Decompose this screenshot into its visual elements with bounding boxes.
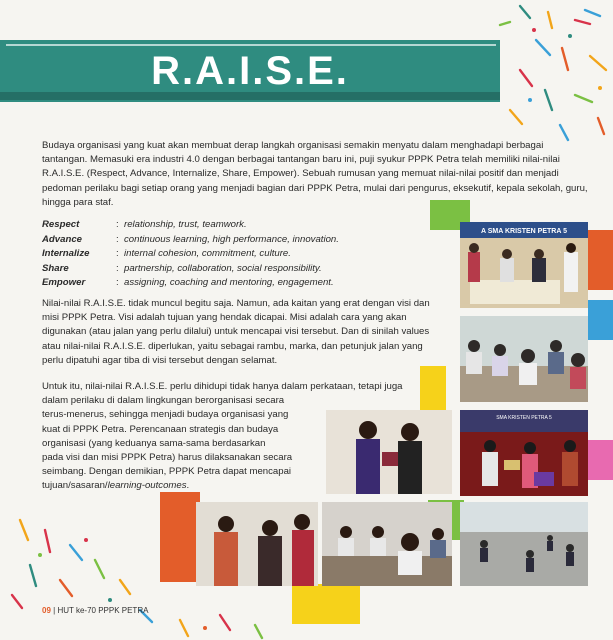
paragraph-line: terus-menerus, sehingga menjadi budaya organisasi yang bbox=[42, 409, 289, 421]
value-description: partnership, collaboration, social responsibility. bbox=[124, 262, 322, 274]
frame-orange-right bbox=[588, 230, 613, 290]
value-separator: : bbox=[116, 248, 119, 260]
value-term: Empower bbox=[42, 277, 86, 289]
photo-caption-text: SMA KRISTEN PETRA 5 bbox=[496, 415, 552, 421]
value-description: assigning, coaching and mentoring, engagement. bbox=[124, 277, 334, 289]
value-term: Internalize bbox=[42, 248, 90, 260]
value-row-share bbox=[42, 262, 442, 277]
paragraph-line: kuat di PPPK Petra. Perencanaan strategis dan budaya bbox=[42, 423, 279, 435]
value-separator: : bbox=[116, 262, 119, 274]
value-separator: : bbox=[116, 277, 119, 289]
paragraph-line: seimbang. Dengan demikian, PPPK Petra dapat mencapai bbox=[42, 466, 292, 478]
value-description: relationship, trust, teamwork. bbox=[124, 219, 247, 230]
photo-award-presentation bbox=[326, 410, 452, 494]
frame-orange-left bbox=[160, 492, 200, 582]
value-term: Share bbox=[42, 262, 69, 274]
paragraph-line: organisasi (yang keduanya sama-sama berdasarkan bbox=[42, 437, 266, 449]
value-separator: : bbox=[116, 219, 119, 230]
paragraph-line: Untuk itu, nilai-nilai R.A.I.S.E. perlu dihidupi tidak hanya dalam perkataan, tetapi juga bbox=[42, 381, 403, 392]
page-number: 09 bbox=[42, 606, 51, 615]
footer-label: HUT ke-70 PPPK PETRA bbox=[57, 606, 149, 615]
frame-pink bbox=[586, 440, 613, 480]
page-footer bbox=[42, 606, 148, 615]
footer-divider: | bbox=[50, 606, 58, 615]
photo-exam-room bbox=[322, 502, 452, 586]
photo-stage-handover bbox=[460, 410, 588, 496]
value-row-empower bbox=[42, 276, 442, 291]
last-line-italic: learning-outcomes bbox=[107, 480, 187, 492]
last-line-end: . bbox=[186, 480, 190, 492]
photo-banner-text: A SMA KRISTEN PETRA 5 bbox=[481, 228, 567, 235]
photo-outdoor-yard bbox=[460, 502, 588, 586]
last-line-text: tujuan/sasaran/ bbox=[42, 480, 108, 492]
frame-blue bbox=[588, 300, 613, 340]
page-title: R.A.I.S.E. bbox=[151, 49, 349, 93]
photo-honor-ceremony bbox=[196, 502, 318, 586]
paragraph-line: pada visi dan misi PPPK Petra) harus dilaksanakan secara bbox=[42, 452, 293, 464]
value-description: continuous learning, high performance, innovation. bbox=[124, 233, 339, 245]
value-term: Respect bbox=[42, 219, 80, 230]
photo-signing-ceremony bbox=[460, 222, 588, 308]
frame-yellow-bottom bbox=[292, 584, 360, 624]
photo-classroom bbox=[460, 316, 588, 402]
frame-yellow bbox=[420, 366, 446, 410]
values-list bbox=[42, 218, 442, 291]
intro-paragraph: Budaya organisasi yang kuat akan membuat derap langkah organisasi semakin menyatu dalam menghadapi berbagai tantangan. Memasuki era industri 4.0 dengan berbagai tantangan baru ini, puji syukur PPPK Petra telah memiliki nilai-nilai R.A.I.S.E. (Respect, Advance, Internalize, Share, Empower). Sebuah rumusan yang memuat nilai-nilai positif dan menjadi pedoman perilaku bagi setiap orang yang menjadi bagian dari PPPK Petra, mulai dari pengurus, eksekutif, kepala sekolah, guru, hingga para staf. bbox=[42, 140, 588, 208]
paragraph-line: dalam perilaku di dalam lingkungan berorganisasi secara bbox=[42, 395, 285, 407]
value-row-internalize bbox=[42, 247, 442, 262]
value-row-respect bbox=[42, 218, 442, 233]
value-term: Advance bbox=[42, 233, 82, 245]
value-row-advance bbox=[42, 233, 442, 248]
value-description: internal cohesion, commitment, culture. bbox=[124, 248, 291, 260]
value-separator: : bbox=[116, 233, 119, 245]
vision-mission-paragraph: Nilai-nilai R.A.I.S.E. tidak muncul begitu saja. Namun, ada kaitan yang erat dengan visi dan misi PPPK Petra. Visi adalah tujuan yang hendak dicapai. Misi adalah cara yang akan digunakan (atau jalan yang perlu dilalui) untuk mencapai visi tersebut. Dan di sinilah values atau nilai-nilai R.A.I.S.E. diperlukan, yaitu sebagai rambu, marka, dan petunjuk jalan yang perlu dipatuhi agar tiba di visi tersebut dengan selamat. bbox=[42, 298, 430, 366]
